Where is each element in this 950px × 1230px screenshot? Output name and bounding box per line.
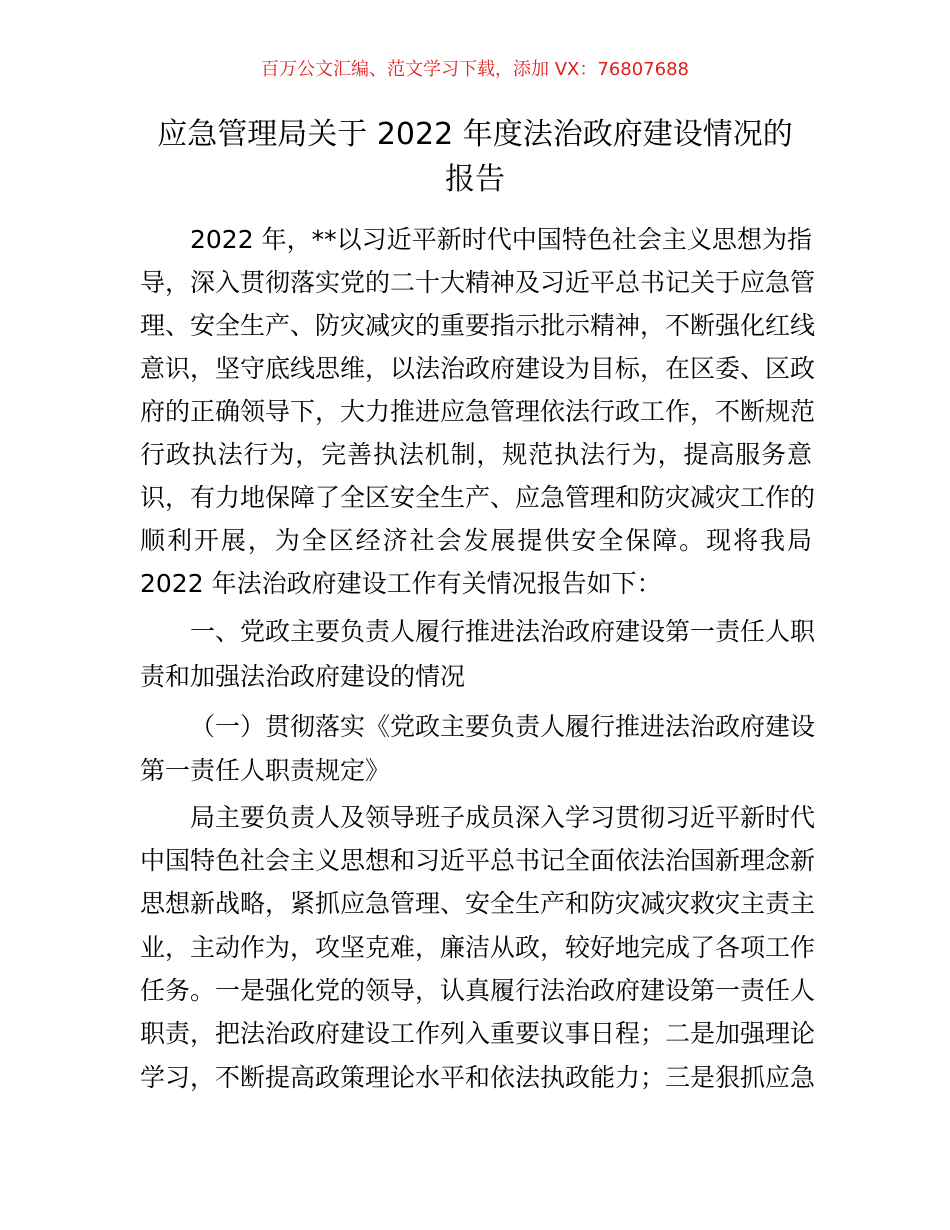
subsection-heading-1-line: 第一责任人职责规定》 (140, 756, 391, 785)
document-title-line-2: 报告 (445, 162, 505, 197)
body-paragraph-line: 中国特色社会主义思想和习近平总书记全面依法治国新理念新 (140, 846, 816, 875)
intro-paragraph-line: 意识，坚守底线思维，以法治政府建设为目标，在区委、区政 (140, 354, 816, 383)
body-paragraph-line: 职责，把法治政府建设工作列入重要议事日程；二是加强理论 (140, 1019, 816, 1048)
body-paragraph-line: 学习，不断提高政策理论水平和依法执政能力；三是狠抓应急 (140, 1063, 816, 1092)
intro-paragraph-line: 2022 年法治政府建设工作有关情况报告如下： (140, 569, 662, 598)
section-heading-1-line: 责和加强法治政府建设的情况 (140, 662, 466, 691)
intro-paragraph-line: 顺利开展，为全区经济社会发展提供安全保障。现将我局 (140, 526, 812, 555)
body-paragraph-line: 任务。一是强化党的领导，认真履行法治政府建设第一责任人 (140, 976, 816, 1005)
document-title-line-1: 应急管理局关于 2022 年度法治政府建设情况的 (157, 117, 793, 152)
intro-paragraph-line: 识，有力地保障了全区安全生产、应急管理和防灾减灾工作的 (140, 483, 816, 512)
subsection-heading-1-line: （一）贯彻落实《党政主要负责人履行推进法治政府建设 (190, 712, 816, 741)
intro-paragraph-line: 行政执法行为，完善执法机制，规范执法行为，提高服务意 (140, 440, 812, 469)
intro-paragraph-line: 导，深入贯彻落实党的二十大精神及习近平总书记关于应急管 (140, 268, 816, 297)
header-banner: 百万公文汇编、范文学习下载，添加 VX：76807688 (261, 59, 689, 80)
body-paragraph-line: 局主要负责人及领导班子成员深入学习贯彻习近平新时代 (190, 803, 816, 832)
body-paragraph-line: 思想新战略，紧抓应急管理、安全生产和防灾减灾救灾主责主 (140, 889, 816, 918)
section-heading-1-line: 一、党政主要负责人履行推进法治政府建设第一责任人职 (190, 617, 816, 646)
intro-paragraph-line: 理、安全生产、防灾减灾的重要指示批示精神，不断强化红线 (140, 311, 816, 340)
intro-paragraph-line: 2022 年，**以习近平新时代中国特色社会主义思想为指 (190, 225, 812, 254)
intro-paragraph-line: 府的正确领导下，大力推进应急管理依法行政工作，不断规范 (140, 397, 816, 426)
body-paragraph-line: 业，主动作为，攻坚克难，廉洁从政，较好地完成了各项工作 (140, 933, 816, 962)
